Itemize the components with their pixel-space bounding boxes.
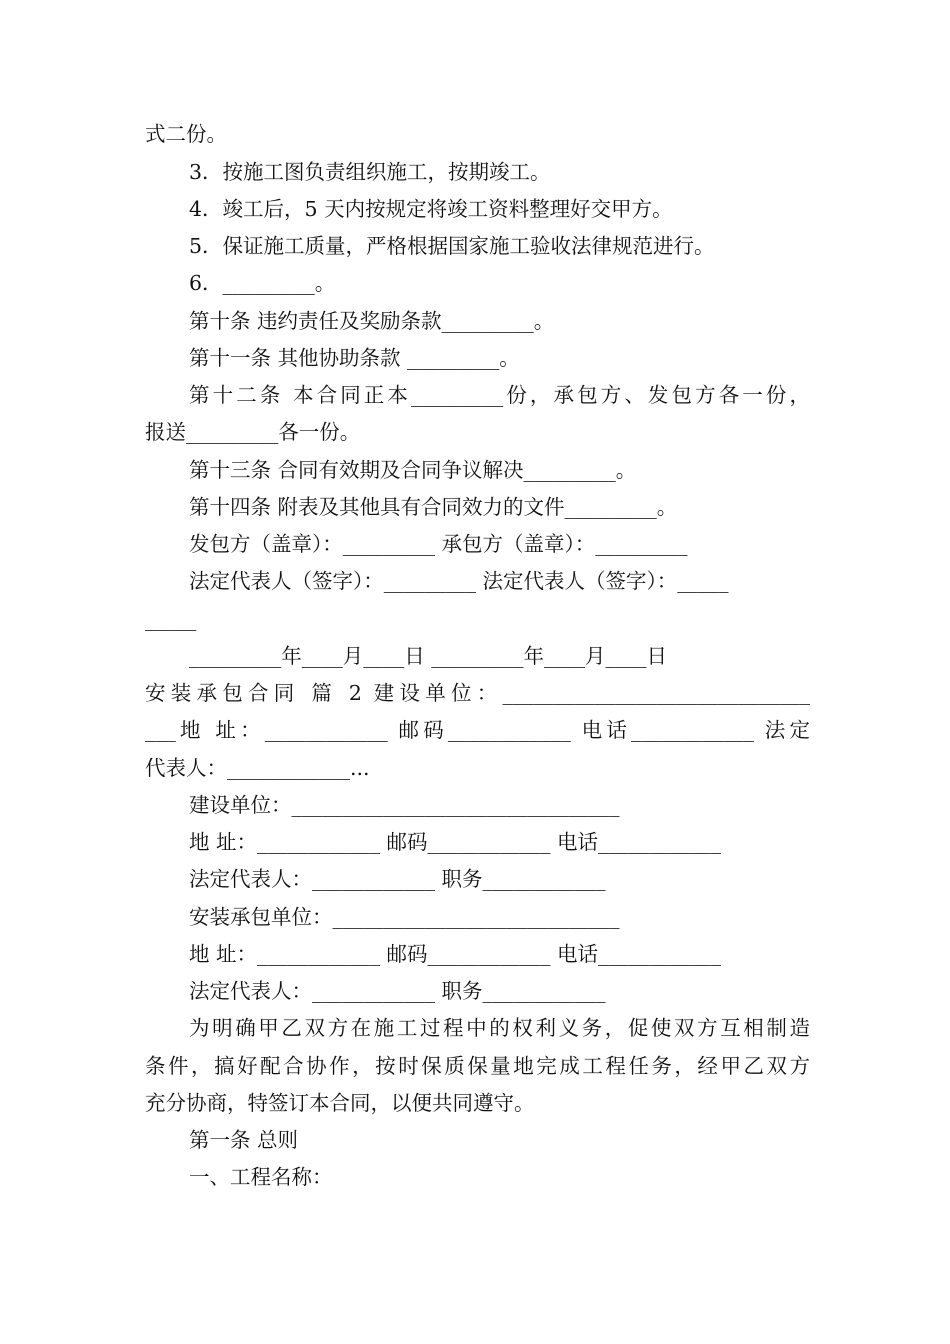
text-line: 第十二条 本合同正本_________份，承包方、发包方各一份， [189,383,810,407]
text-line: 法定代表人：____________ 职务____________ [189,867,606,891]
text-line: 法定代表人（签字）：_________ 法定代表人（签字）：_____ [189,569,729,593]
text-line: 报送_________各一份。 [145,420,361,444]
text-line: 式二份。 [145,122,227,146]
text-line: 安装承包合同 篇 2 建设单位：______________________________ [145,681,810,705]
text-line: 3．按施工图负责组织施工，按期竣工。 [189,160,551,184]
text-line: 6．_________。 [189,271,336,295]
text-line: 条件，搞好配合协作，按时保质保量地完成工程任务，经甲乙双方 [145,1054,810,1078]
text-line: _________年____月____日 _________年____月____日 [189,644,668,668]
text-line: 第十四条 附表及其他具有合同效力的文件_________。 [189,495,678,519]
text-line: 为明确甲乙双方在施工过程中的权利义务，促使双方互相制造 [189,1016,810,1040]
text-line: 发包方（盖章）：_________ 承包方（盖章）：_________ [189,532,688,556]
text-line: 5．保证施工质量，严格根据国家施工验收法律规范进行。 [189,234,715,258]
text-line: 充分协商，特签订本合同，以便共同遵守。 [145,1091,535,1115]
text-line: 地 址：____________ 邮码____________ 电话____________ [189,830,722,854]
text-line: 地 址：____________ 邮码____________ 电话____________ [189,942,722,966]
text-line: 第十一条 其他协助条款 _________。 [189,346,520,370]
text-line: 建设单位：________________________________ [189,793,620,817]
text-line: 安装承包单位：____________________________ [189,905,620,929]
text-line: ___地 址：____________ 邮码____________ 电话____________ 法定 [145,718,810,742]
text-line: 代表人：____________... [145,756,370,780]
text-line: 第十条 违约责任及奖励条款_________。 [189,309,555,333]
text-line: 第一条 总则 [189,1128,299,1152]
text-line: 一、工程名称： [189,1165,333,1189]
text-line: 法定代表人：____________ 职务____________ [189,979,606,1003]
text-line: 4．竣工后，5 天内按规定将竣工资料整理好交甲方。 [189,197,673,221]
text-line: _____ [145,607,197,631]
text-line: 第十三条 合同有效期及合同争议解决_________。 [189,458,637,482]
